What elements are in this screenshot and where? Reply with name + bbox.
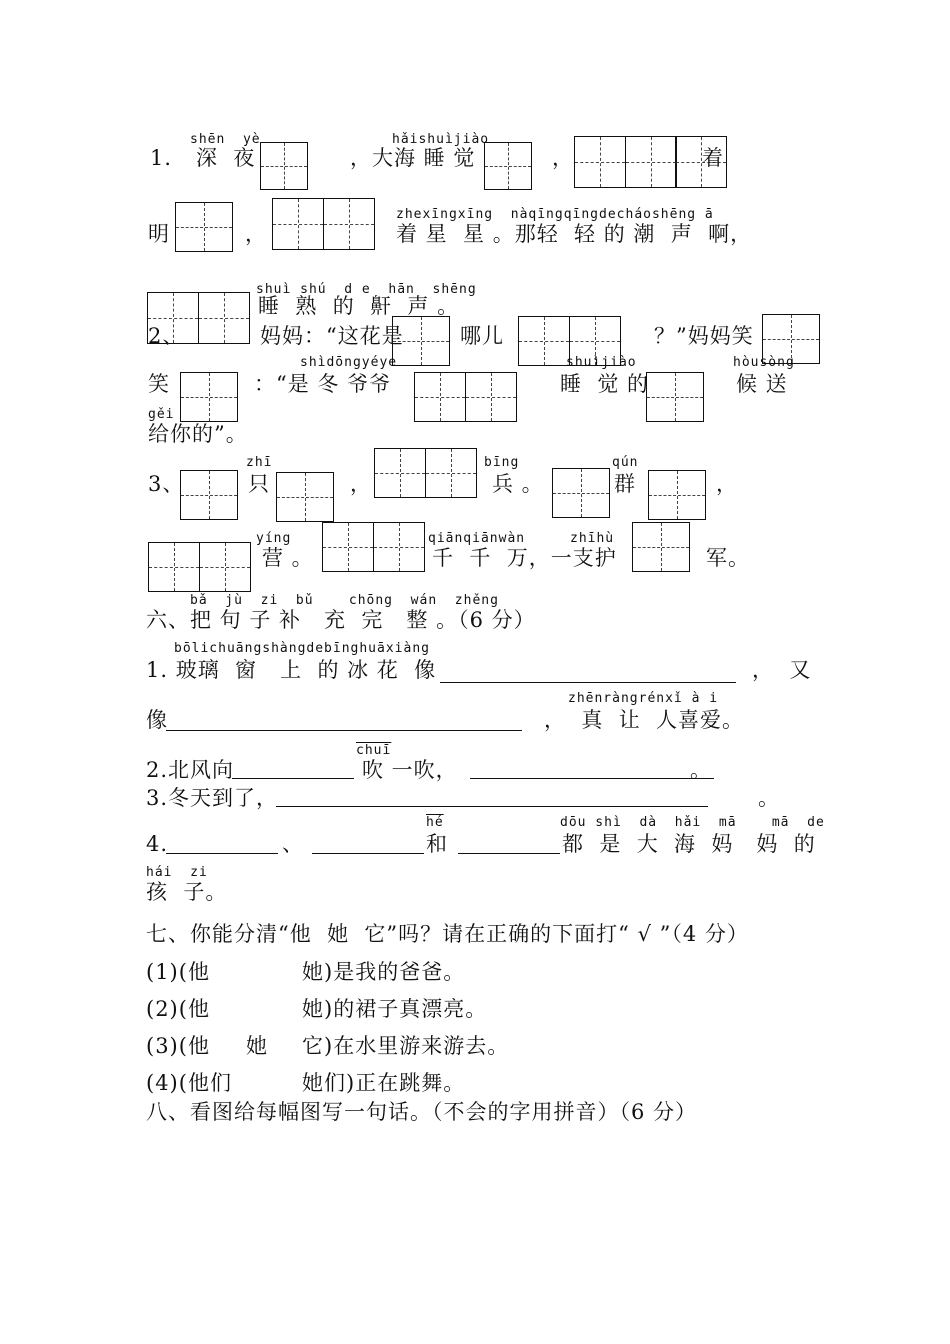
choice-text: 她)的裙子真漂亮。 (302, 997, 488, 1021)
sentence: 2.北风向 (146, 758, 235, 782)
sentence: 3.冬天到了， (146, 786, 279, 810)
text: 候 送 (736, 372, 788, 396)
writing-grid[interactable] (632, 522, 690, 572)
text: 兵 。 (492, 472, 544, 496)
text: 给你的”。 (148, 422, 248, 446)
answer-blank[interactable] (440, 682, 736, 683)
text: 营 。 (262, 546, 314, 570)
answer-blank[interactable] (458, 853, 560, 854)
writing-grid[interactable] (414, 372, 517, 422)
pinyin: shuìjiào (566, 355, 637, 370)
text: 明 (148, 222, 170, 246)
writing-grid[interactable] (552, 468, 610, 518)
pinyin: zhīhù (570, 531, 615, 546)
text: ， 真 让 人喜爱。 (544, 708, 745, 732)
text: 军。 (706, 546, 750, 570)
choice-option[interactable]: 她 (246, 1034, 268, 1058)
answer-blank[interactable] (232, 778, 354, 779)
pinyin: hòusòng (733, 355, 795, 370)
choice-option[interactable]: (4)(他们 (146, 1071, 232, 1095)
pinyin: qiānqiānwàn (428, 531, 526, 546)
text: 、 (282, 832, 304, 856)
choice-text: 她)是我的爸爸。 (302, 960, 466, 984)
text: ， 又 (752, 658, 812, 682)
writing-grid[interactable] (180, 470, 238, 520)
pinyin: bǎ jù zi bǔ chōng wán zhěng (190, 593, 499, 608)
answer-blank[interactable] (166, 853, 278, 854)
text: 和 (426, 832, 448, 856)
choice-option[interactable]: (2)(他 (146, 997, 210, 1021)
writing-grid[interactable] (484, 142, 532, 190)
text: 像 (146, 708, 168, 732)
text: 着 星 星 。那轻 轻 的 潮 声 啊， (396, 222, 753, 246)
writing-grid[interactable] (148, 542, 251, 592)
text: ， (245, 222, 267, 246)
text: 着 (702, 146, 724, 170)
text: 只 (248, 472, 270, 496)
writing-grid[interactable] (180, 372, 238, 422)
writing-grid[interactable] (260, 142, 308, 190)
section-title: 六、把 句 子 补 充 完 整 。（6 分） (146, 608, 536, 632)
pinyin: shuì shú d e hān shēng (256, 282, 477, 297)
writing-grid[interactable] (374, 448, 477, 498)
pinyin: hái zi (146, 865, 208, 880)
text: ：“是 冬 爷爷 (254, 372, 392, 396)
item-number: 1． (150, 146, 187, 170)
pinyin: zhī (246, 455, 273, 470)
section-title: 八、看图给每幅图写一句话。（不会的字用拼音）（6 分） (146, 1100, 698, 1124)
choice-text: 它)在水里游来游去。 (302, 1034, 510, 1058)
text: ， (552, 146, 574, 170)
text: 睡 熟 的 鼾 声 。 (258, 294, 460, 318)
pinyin: $\overline{hé}$ (426, 815, 444, 830)
pinyin: shēn yè (190, 132, 261, 147)
text: 都 是 大 海 妈 妈 的 (562, 832, 816, 856)
answer-blank[interactable] (312, 853, 424, 854)
answer-blank[interactable] (166, 730, 522, 731)
text: 。 (690, 758, 712, 782)
pinyin: chuī (356, 743, 392, 758)
text: 妈妈：“这花是 (260, 324, 404, 348)
answer-blank[interactable] (276, 806, 708, 807)
pinyin: gěi (148, 407, 175, 422)
writing-grid[interactable] (648, 470, 706, 520)
text: 吹 一吹， (362, 758, 458, 782)
text: 群 (614, 472, 636, 496)
choice-option[interactable]: (1)(他 (146, 960, 210, 984)
text: ，大海 睡 觉 (350, 146, 476, 170)
choice-text: 她们)正在跳舞。 (302, 1071, 466, 1095)
sentence: 1. 玻璃 窗 上 的 冰 花 像 (146, 658, 437, 682)
pinyin: zhēnràngrénxǐ à i (568, 691, 719, 706)
item-number: 3、 (148, 472, 185, 496)
text: 千 千 万，一支护 (432, 546, 617, 570)
text: ， (350, 472, 372, 496)
item-number: 2、 (148, 324, 185, 348)
text: ？”妈妈笑 (654, 324, 754, 348)
text: 笑 (148, 372, 170, 396)
writing-grid[interactable] (276, 472, 334, 522)
text: 深 夜 (196, 146, 256, 170)
writing-grid[interactable] (175, 202, 233, 252)
writing-grid[interactable] (322, 522, 425, 572)
text: 。 (758, 786, 780, 810)
pinyin: hǎishuìjiào (392, 132, 490, 147)
pinyin: qún (612, 455, 639, 470)
pinyin: dōu shì dà hǎi mā mā de (560, 815, 825, 830)
answer-blank[interactable] (470, 778, 714, 779)
pinyin: shìdōngyéye (300, 355, 398, 370)
writing-grid[interactable] (392, 316, 450, 366)
pinyin: zhexīngxīng nàqīngqīngdecháoshēng ā (396, 207, 714, 222)
text: 睡 觉 的 (560, 372, 650, 396)
text: 哪儿 (460, 324, 504, 348)
text: 孩 子。 (146, 880, 228, 904)
text: ， (716, 472, 738, 496)
pinyin: bōlichuāngshàngdebīnghuāxiàng (174, 641, 430, 656)
pinyin: yíng (256, 531, 292, 546)
section-title: 七、你能分清“他 她 它”吗？请在正确的下面打“ √ ”（4 分） (146, 922, 749, 946)
writing-grid[interactable] (646, 372, 704, 422)
writing-grid[interactable] (272, 198, 375, 250)
choice-option[interactable]: (3)(他 (146, 1034, 210, 1058)
pinyin: bīng (484, 455, 520, 470)
item-number: 4. (146, 832, 169, 856)
